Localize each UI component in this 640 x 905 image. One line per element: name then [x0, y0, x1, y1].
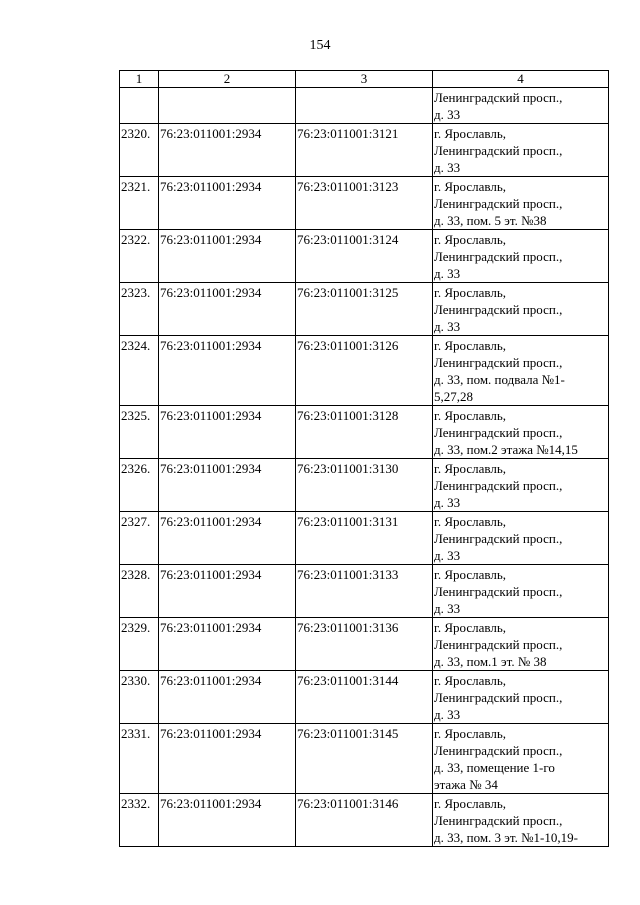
cell-address	[433, 459, 609, 512]
address-line: д. 33, пом. 3 эт. №1-10,19-	[434, 830, 578, 845]
address-line: Ленинградский просп.,	[434, 355, 563, 370]
cell-object-cadastral: 76:23:011001:3130	[296, 459, 433, 512]
address-line: г. Ярославль,	[434, 514, 507, 529]
cell-object-cadastral: 76:23:011001:3121	[296, 124, 433, 177]
cell-number: 2329.	[120, 618, 159, 671]
cell-number: 2331.	[120, 724, 159, 794]
address-line: д. 33, пом. подвала №1-	[434, 372, 565, 387]
cell-parcel-cadastral: 76:23:011001:2934	[159, 230, 296, 283]
address-line: д. 33, пом.2 этажа №14,15	[434, 442, 578, 457]
cell-object-cadastral: 76:23:011001:3145	[296, 724, 433, 794]
cell-object-cadastral: 76:23:011001:3131	[296, 512, 433, 565]
cell-object-cadastral: 76:23:011001:3126	[296, 336, 433, 406]
address-line: г. Ярославль,	[434, 285, 507, 300]
address-line: 5,27,28	[434, 389, 473, 404]
address-line: г. Ярославль,	[434, 179, 507, 194]
address-line: г. Ярославль,	[434, 232, 507, 247]
address-line: д. 33	[434, 495, 461, 510]
address-line: г. Ярославль,	[434, 408, 507, 423]
page-number: 154	[309, 38, 331, 53]
cell-number	[120, 88, 159, 124]
table-row	[120, 177, 609, 230]
cell-number: 2320.	[120, 124, 159, 177]
cell-parcel-cadastral: 76:23:011001:2934	[159, 794, 296, 847]
address-line: д. 33	[434, 266, 461, 281]
address-line: д. 33	[434, 107, 461, 122]
cell-address	[433, 88, 609, 124]
table-row	[120, 336, 609, 406]
cell-object-cadastral: 76:23:011001:3123	[296, 177, 433, 230]
cell-number: 2327.	[120, 512, 159, 565]
cell-object-cadastral: 76:23:011001:3124	[296, 230, 433, 283]
cell-number: 2322.	[120, 230, 159, 283]
cell-parcel-cadastral: 76:23:011001:2934	[159, 618, 296, 671]
cell-address	[433, 671, 609, 724]
cell-parcel-cadastral: 76:23:011001:2934	[159, 512, 296, 565]
address-line: Ленинградский просп.,	[434, 690, 563, 705]
header-row	[120, 71, 609, 88]
address-line: д. 33, пом.1 эт. № 38	[434, 654, 547, 669]
cell-number: 2330.	[120, 671, 159, 724]
cell-address	[433, 512, 609, 565]
address-line: г. Ярославль,	[434, 126, 507, 141]
table-row	[120, 124, 609, 177]
table-row	[120, 724, 609, 794]
address-line: д. 33	[434, 319, 461, 334]
cell-parcel-cadastral: 76:23:011001:2934	[159, 406, 296, 459]
cell-parcel-cadastral: 76:23:011001:2934	[159, 336, 296, 406]
address-line: д. 33	[434, 707, 461, 722]
address-line: г. Ярославль,	[434, 726, 507, 741]
cell-number: 2325.	[120, 406, 159, 459]
cell-address	[433, 283, 609, 336]
cell-number: 2324.	[120, 336, 159, 406]
address-line: Ленинградский просп.,	[434, 196, 563, 211]
cell-number: 2326.	[120, 459, 159, 512]
address-line: д. 33	[434, 601, 461, 616]
table-row	[120, 794, 609, 847]
address-line: Ленинградский просп.,	[434, 249, 563, 264]
cell-address	[433, 336, 609, 406]
cell-parcel-cadastral: 76:23:011001:2934	[159, 459, 296, 512]
column-header: 4	[433, 71, 609, 88]
cell-address	[433, 406, 609, 459]
address-line: Ленинградский просп.,	[434, 813, 563, 828]
table-row	[120, 565, 609, 618]
cell-object-cadastral: 76:23:011001:3144	[296, 671, 433, 724]
address-line: Ленинградский просп.,	[434, 531, 563, 546]
table-row	[120, 459, 609, 512]
cell-parcel-cadastral: 76:23:011001:2934	[159, 565, 296, 618]
cell-object-cadastral: 76:23:011001:3128	[296, 406, 433, 459]
cell-address	[433, 177, 609, 230]
cell-address	[433, 230, 609, 283]
cell-number: 2332.	[120, 794, 159, 847]
address-line: Ленинградский просп.,	[434, 637, 563, 652]
address-line: д. 33	[434, 548, 461, 563]
address-line: этажа № 34	[434, 777, 498, 792]
address-line: д. 33, пом. 5 эт. №38	[434, 213, 547, 228]
address-line: г. Ярославль,	[434, 796, 507, 811]
cell-object-cadastral: 76:23:011001:3125	[296, 283, 433, 336]
table-row	[120, 406, 609, 459]
address-line: Ленинградский просп.,	[434, 143, 563, 158]
address-line: д. 33, помещение 1-го	[434, 760, 555, 775]
column-header: 1	[120, 71, 159, 88]
address-line: Ленинградский просп.,	[434, 478, 563, 493]
column-header: 3	[296, 71, 433, 88]
cell-object-cadastral: 76:23:011001:3146	[296, 794, 433, 847]
cell-address	[433, 794, 609, 847]
cell-object-cadastral: 76:23:011001:3133	[296, 565, 433, 618]
address-line: Ленинградский просп.,	[434, 584, 563, 599]
cell-parcel-cadastral: 76:23:011001:2934	[159, 124, 296, 177]
table-row	[120, 671, 609, 724]
table-row	[120, 230, 609, 283]
table-row	[120, 618, 609, 671]
cell-address	[433, 618, 609, 671]
table-row	[120, 88, 609, 124]
address-line: Ленинградский просп.,	[434, 302, 563, 317]
cell-address	[433, 124, 609, 177]
cell-object-cadastral: 76:23:011001:3136	[296, 618, 433, 671]
address-line: г. Ярославль,	[434, 673, 507, 688]
registry-table	[119, 70, 609, 847]
table-body	[120, 88, 609, 847]
cell-address	[433, 565, 609, 618]
table-row	[120, 283, 609, 336]
cell-parcel-cadastral: 76:23:011001:2934	[159, 177, 296, 230]
address-line: г. Ярославль,	[434, 338, 507, 353]
cell-number: 2323.	[120, 283, 159, 336]
cell-object-cadastral	[296, 88, 433, 124]
address-line: Ленинградский просп.,	[434, 743, 563, 758]
cell-parcel-cadastral: 76:23:011001:2934	[159, 283, 296, 336]
cell-parcel-cadastral: 76:23:011001:2934	[159, 671, 296, 724]
table-row	[120, 512, 609, 565]
address-line: Ленинградский просп.,	[434, 90, 563, 105]
column-header: 2	[159, 71, 296, 88]
cell-address	[433, 724, 609, 794]
cell-parcel-cadastral	[159, 88, 296, 124]
cell-number: 2328.	[120, 565, 159, 618]
cell-parcel-cadastral: 76:23:011001:2934	[159, 724, 296, 794]
address-line: г. Ярославль,	[434, 567, 507, 582]
cell-number: 2321.	[120, 177, 159, 230]
address-line: г. Ярославль,	[434, 461, 507, 476]
address-line: Ленинградский просп.,	[434, 425, 563, 440]
address-line: д. 33	[434, 160, 461, 175]
address-line: г. Ярославль,	[434, 620, 507, 635]
